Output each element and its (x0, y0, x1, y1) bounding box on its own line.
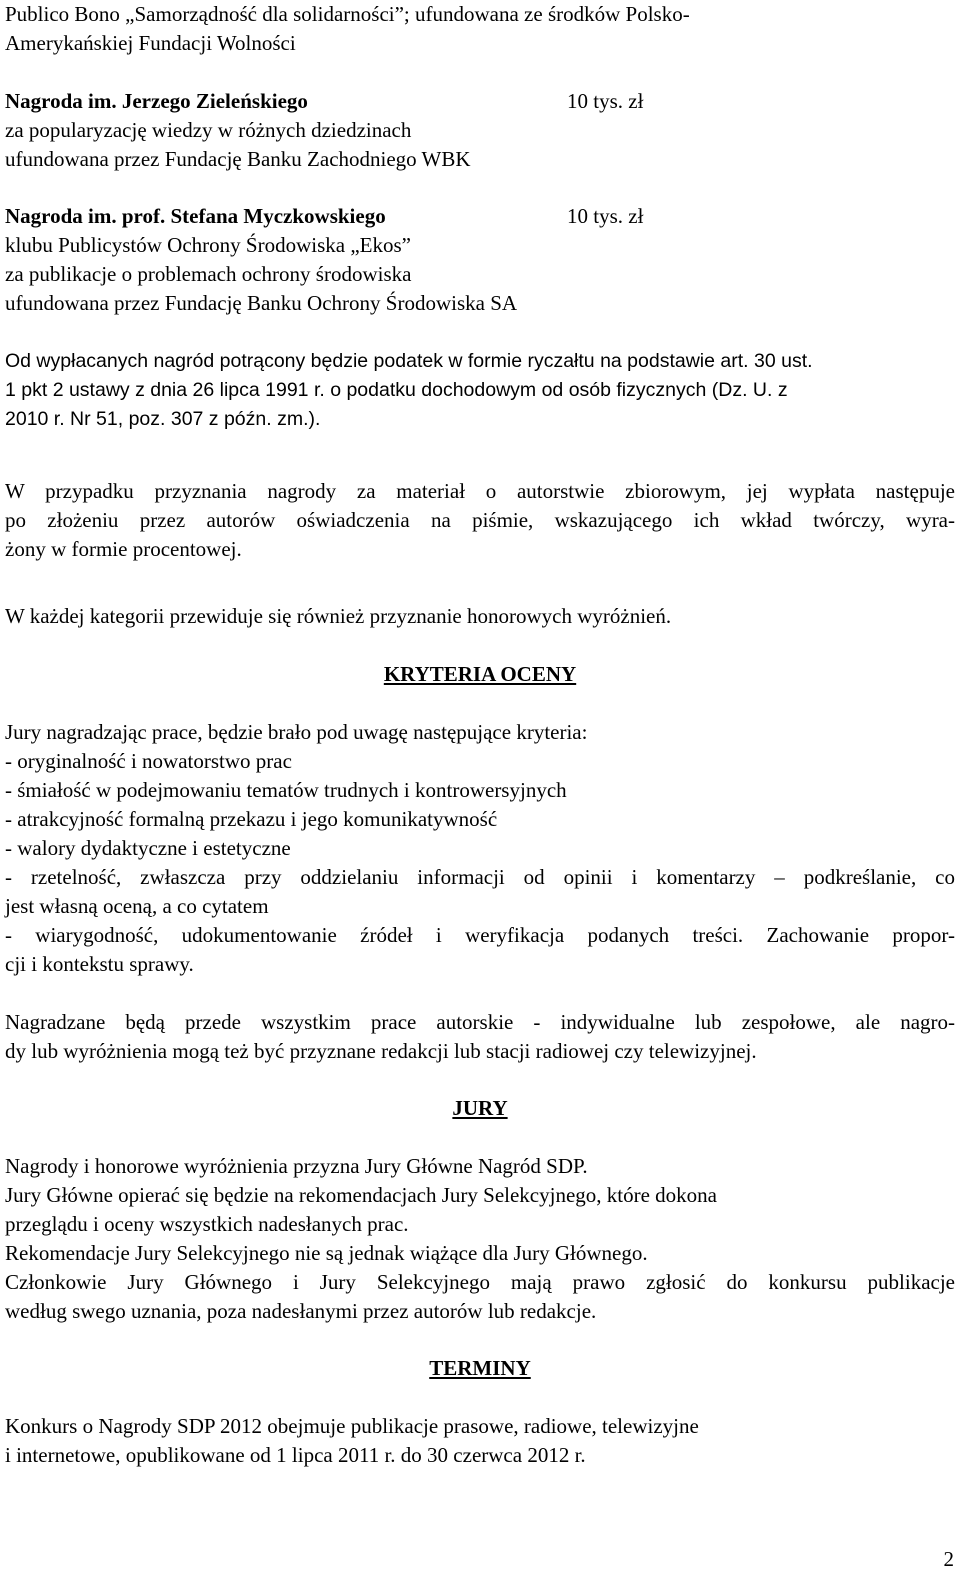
jury-heading: JURY (452, 1096, 508, 1120)
jury-line: Jury Główne opierać się będzie na rekomendacjach Jury Selekcyjnego, które dokona (5, 1183, 717, 1207)
intro-line: Publico Bono „Samorządność dla solidarności”; ufundowana ze środków Polsko- (5, 2, 690, 26)
prize-line: za publikacje o problemach ochrony środowiska (5, 262, 412, 286)
jury-line: według swego uznania, poza nadesłanymi przez autorów lub redakcje. (5, 1299, 597, 1323)
terms-line: i internetowe, opublikowane od 1 lipca 2011 r. do 30 czerwca 2012 r. (5, 1443, 586, 1467)
jury-line: przeglądu i oceny wszystkich nadesłanych prac. (5, 1212, 409, 1236)
prize-line: klubu Publicystów Ochrony Środowiska „Ekos” (5, 233, 411, 257)
tax-note-line: 2010 r. Nr 51, poz. 307 z późn. zm.). (5, 408, 321, 430)
criteria-line: - walory dydaktyczne i estetyczne (5, 836, 291, 860)
collective-note-line: żony w formie procentowej. (5, 537, 242, 561)
terms-line: Konkurs o Nagrody SDP 2012 obejmuje publikacje prasowe, radiowe, telewizyjne (5, 1414, 699, 1438)
tax-note-line: 1 pkt 2 ustawy z dnia 26 lipca 1991 r. o podatku dochodowym od osób fizycznych (Dz. U. z (5, 379, 788, 401)
criteria-line: - śmiałość w podejmowaniu tematów trudnych i kontrowersyjnych (5, 778, 567, 802)
prize-amount: 10 tys. zł (567, 204, 644, 228)
honorary-note: W każdej kategorii przewiduje się również przyznanie honorowych wyróżnień. (5, 604, 672, 628)
jury-line: Nagrody i honorowe wyróżnienia przyzna Jury Główne Nagród SDP. (5, 1154, 588, 1178)
criteria-heading: KRYTERIA OCENY (383, 662, 577, 686)
collective-note-line: W przypadku przyznania nagrody za materiał o autorstwie zbiorowym, jej wypłata następuje (5, 479, 955, 503)
jury-line: Rekomendacje Jury Selekcyjnego nie są jednak wiążące dla Jury Głównego. (5, 1241, 648, 1265)
page-number: 2 (943, 1547, 954, 1571)
criteria-line: jest własną oceną, a co cytatem (5, 894, 269, 918)
criteria-line: - atrakcyjność formalną przekazu i jego komunikatywność (5, 807, 498, 831)
prize-amount: 10 tys. zł (567, 89, 644, 113)
prize-line: ufundowana przez Fundację Banku Zachodniego WBK (5, 147, 471, 171)
awarded-line: Nagradzane będą przede wszystkim prace autorskie - indywidualne lub zespołowe, ale nagro- (5, 1010, 955, 1034)
terms-heading: TERMINY (429, 1356, 531, 1380)
prize-line: ufundowana przez Fundację Banku Ochrony Środowiska SA (5, 291, 518, 315)
jury-line: Członkowie Jury Głównego i Jury Selekcyjnego mają prawo zgłosić do konkursu publikacje (5, 1270, 955, 1294)
prize-title: Nagroda im. prof. Stefana Myczkowskiego (5, 204, 386, 228)
criteria-line: - oryginalność i nowatorstwo prac (5, 749, 292, 773)
criteria-line: cji i kontekstu sprawy. (5, 952, 194, 976)
prize-line: za popularyzację wiedzy w różnych dziedzinach (5, 118, 412, 142)
criteria-line: - rzetelność, zwłaszcza przy oddzielaniu informacji od opinii i komentarzy – podkreślanie, co (5, 865, 955, 889)
awarded-line: dy lub wyróżnienia mogą też być przyznane redakcji lub stacji radiowej czy telewizyjnej. (5, 1039, 757, 1063)
criteria-line: - wiarygodność, udokumentowanie źródeł i weryfikacja podanych treści. Zachowanie propor- (5, 923, 955, 947)
collective-note-line: po złożeniu przez autorów oświadczenia na piśmie, wskazującego ich wkład twórczy, wyra- (5, 508, 955, 532)
tax-note-line: Od wypłacanych nagród potrącony będzie podatek w formie ryczałtu na podstawie art. 30 ust. (5, 350, 813, 372)
criteria-line: Jury nagradzając prace, będzie brało pod uwagę następujące kryteria: (5, 720, 588, 744)
prize-title: Nagroda im. Jerzego Zieleńskiego (5, 89, 308, 113)
intro-line: Amerykańskiej Fundacji Wolności (5, 31, 296, 55)
